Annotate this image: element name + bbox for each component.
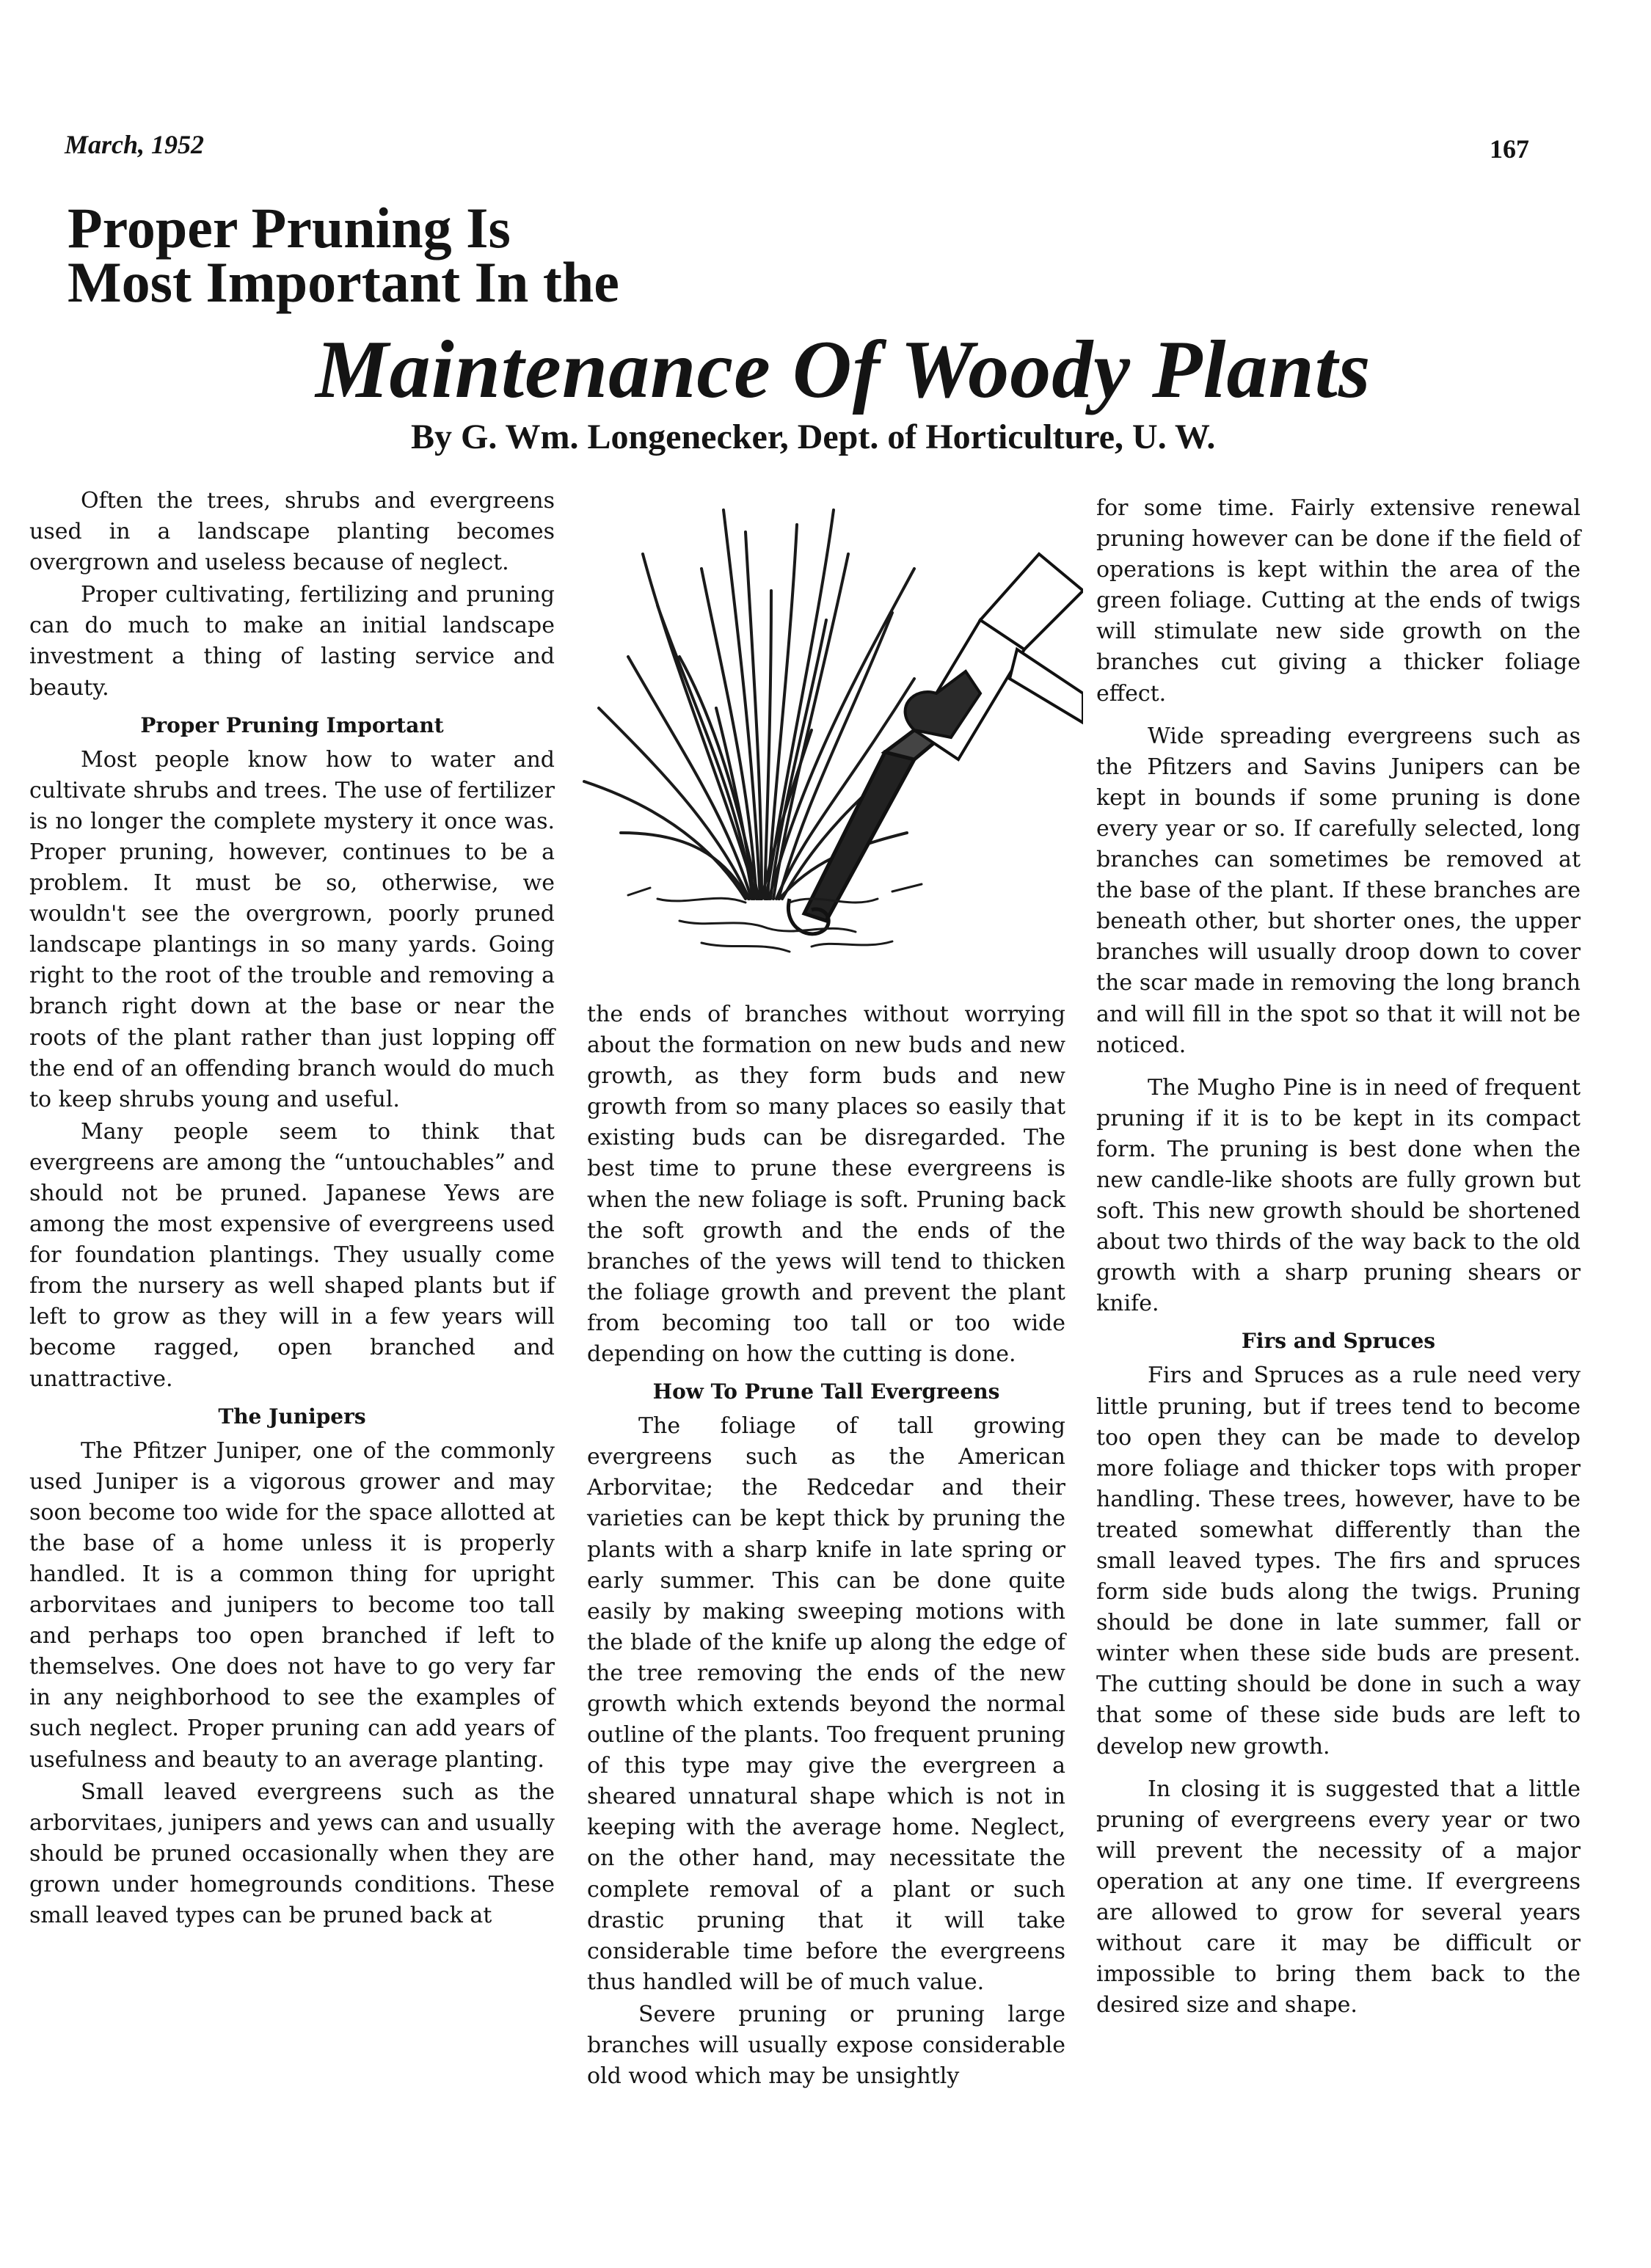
paragraph: Often the trees, shrubs and evergreens used in a landscape planting becomes overgrown and useless because of neglect. [29,488,555,576]
byline: By G. Wm. Longenecker, Dept. of Horticulture, U. W. [411,417,1216,456]
paragraph: Proper cultivating, fertilizing and pruning can do much to make an initial landscape investment a thing of lasting service and beauty. [29,582,555,701]
section-heading: Proper Pruning Important [140,712,444,737]
paragraph: The Mugho Pine is in need of frequent pruning if it is to be kept in its compact form. The pruning is best done when the new candle-like shoots are fully grown but soft. This new growth should be shortened about two thirds of the way back to the old growth with a sharp pruning shears or knife. [1096,1074,1581,1317]
paragraph: Small leaved evergreens such as the arborvitaes, junipers and yews can and usually should be pruned occasionally when they are grown under homegrounds conditions. These small leaved types can be pruned back at [29,1779,555,1929]
paragraph: Wide spreading evergreens such as the Pfitzers and Savins Junipers can be kept in bounds if some pruning is done every year or so. If carefully selected, long branches can sometimes be removed at the base of the plant. If these branches are beneath other, but shorter ones, the upper branches will usually droop down to cover the scar made in removing the long branch and will fill in the spot so that it will not be noticed. [1096,723,1581,1058]
paragraph: the ends of branches without worrying about the formation on new buds and new growth, as they form buds and new growth from so many places so easily that existing buds can be disregarded. The best time to prune these evergreens is when the new foliage is soft. Pruning back the soft growth and the ends of the branches of the yews will tend to thicken the foliage growth and prevent the plant from becoming too tall or too wide depending on how the cutting is done. [587,1002,1065,1368]
pruning-shrub-illustration [569,488,1083,987]
paragraph: Most people know how to water and cultivate shrubs and trees. The use of fertilizer is no longer the complete mystery it once was. Proper pruning, however, continues to be a problem. It must be so, otherwise, we wouldn't see the overgrown, poorly pruned landscape plantings in so many yards. Going right to the root of the trouble and removing a branch right down at the base or near the roots of the plant rather than just lopping off the end of an offending branch would do much to keep shrubs young and useful. [29,746,555,1112]
paragraph: Severe pruning or pruning large branches will usually expose considerable old wood which may be unsightly [587,2001,1065,2090]
paragraph: In closing it is suggested that a little pruning of evergreens every year or two will prevent the necessity of a major operation at any one time. If evergreens are allowed to grow for several years without care it may be difficult or impossible to bring them back to the desired size and shape. [1096,1776,1581,2019]
section-heading: Firs and Spruces [1241,1329,1436,1354]
issue-date: March, 1952 [65,130,205,159]
paragraph: The foliage of tall growing evergreens such as the American Arborvitae; the Redcedar and their varieties can be kept thick by pruning the plants with a sharp knife in late spring or early summer. This can be done quite easily by making sweeping motions with the blade of the knife up along the edge of the tree removing the ends of the new growth which extends beyond the normal outline of the plants. Too frequent pruning of this type may give the evergreen a sheared unnatural shape which is not in keeping with the average home. Neglect, on the other hand, may necessitate the complete removal of a plant or such drastic pruning that it will take considerable time before the evergreens thus handled will be of much value. [587,1413,1065,1995]
section-heading: The Junipers [218,1404,366,1429]
paragraph: Many people seem to think that evergreens are among the “untouchables” and should not be pruned. Japanese Yews are among the most expensive of evergreens used for foundation plantings. They usually come from the nursery as well shaped plants but if left to grow as they will in a few years will become ragged, open branched and unattractive. [29,1118,555,1392]
page-number: 167 [1490,134,1529,164]
article-column-2 [587,999,1065,2092]
article-column-3 [1096,493,1581,2021]
main-title: Maintenance Of Woody Plants [316,324,1371,415]
headline-line-1: Proper Pruning Is [68,196,511,260]
paragraph: Firs and Spruces as a rule need very little pruning, but if trees tend to become too open they can be made to develop more foliage and thicker tops with proper handling. These trees, however, have to be treated somewhat differently than the small leaved types. The firs and spruces form side buds along the twigs. Pruning should be done in late summer, fall or winter when these side buds are present. The cutting should be done in such a way that some of these side buds are left to develop new growth. [1096,1363,1581,1760]
paragraph: for some time. Fairly extensive renewal pruning however can be done if the field of operations is kept within the area of the green foliage. Cutting at the ends of twigs will stimulate new side growth on the branches cut giving a thicker foliage effect. [1096,495,1581,707]
section-heading: How To Prune Tall Evergreens [652,1379,1000,1404]
article-column-1 [29,486,555,1931]
paragraph: The Pfitzer Juniper, one of the commonly used Juniper is a vigorous grower and may soon become too wide for the space allotted at the base of a home unless it is properly handled. It is a common thing for upright arborvitaes and junipers to become too tall and perhaps too open branched if left to themselves. One does not have to go very far in any neighborhood to see the examples of such neglect. Proper pruning can add years of usefulness and beauty to an average planting. [29,1437,555,1773]
headline-line-2: Most Important In the [68,250,619,314]
